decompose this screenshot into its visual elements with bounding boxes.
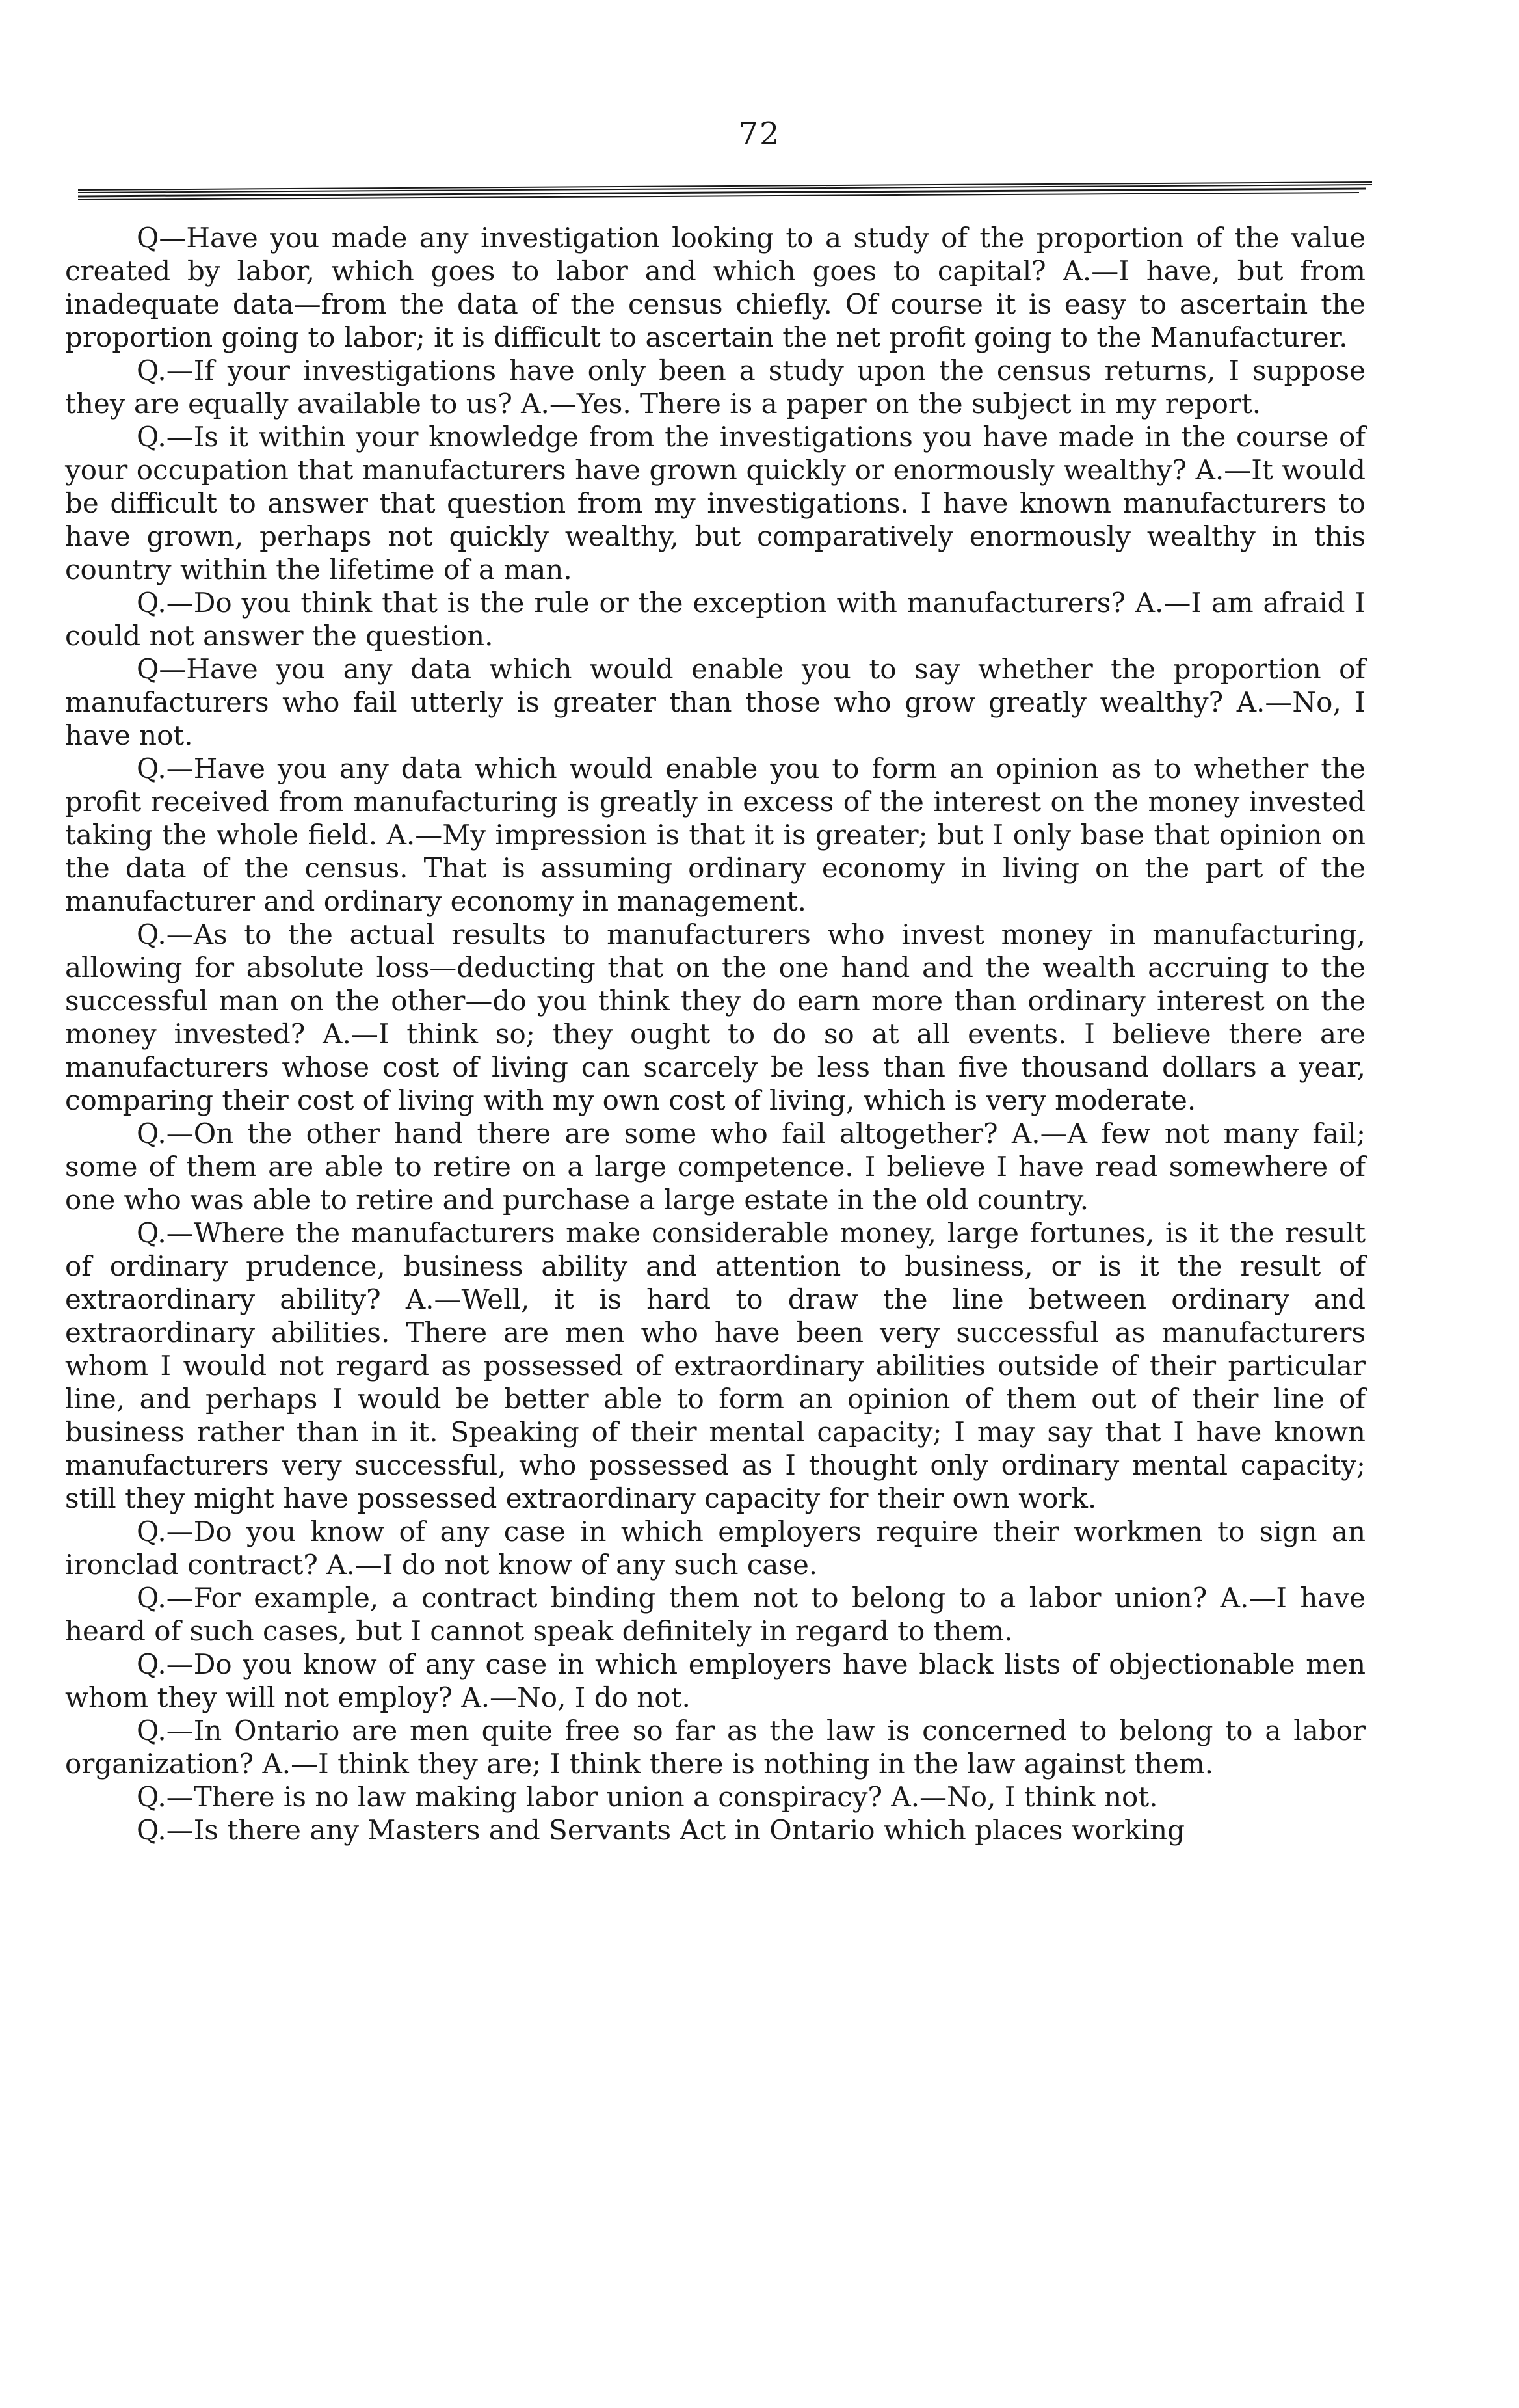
paragraph: Q.—If your investigations have only been a study upon the census returns, I suppose they are equally available to us? A.—Yes. There is a paper on the subject in my report. [65,355,1366,420]
paragraph: Q.—Is it within your knowledge from the investigations you have made in the course of your occupation that manufacturers have grown quickly or enormously wealthy? A.—It would be difficult to answer that question from my investigations. I have known manufacturers to have grown, perhaps not quickly wealthy, but comparatively enormously wealthy in this country within the lifetime of a man. [65,421,1366,585]
paragraph: Q.—Is there any Masters and Servants Act in Ontario which places working [137,1814,1185,1846]
paragraph: Q.—For example, a contract binding them not to belong to a labor union? A.—I have heard of such cases, but I cannot speak definitely in regard to them. [65,1582,1366,1647]
paragraph: Q.—As to the actual results to manufacturers who invest money in manufacturing, allowing for absolute loss—deducting that on the one hand and the wealth accruing to the successful man on the other—do you think they do earn more than ordinary interest on the money invested? A.—I think so; they ought to do so at all events. I believe there are manufacturers whose cost of living can scarcely be less than five thousand dollars a year, comparing their cost of living with my own cost of living, which is very moderate. [65,918,1366,1116]
paragraph: Q.—There is no law making labor union a conspiracy? A.—No, I think not. [137,1781,1158,1813]
paragraph: Q.—Do you think that is the rule or the exception with manufacturers? A.—I am afraid I could not answer the question. [65,587,1366,652]
paragraph: Q—Have you any data which would enable you to say whether the proportion of manufacturers who fail utterly is greater than those who grow greatly wealthy? A.—No, I have not. [65,653,1366,751]
paragraph: Q.—Where the manufacturers make considerable money, large fortunes, is it the result of ordinary prudence, business ability and attention to business, or is it the result of extraordinary ability? A.—Well, it is hard to draw the line between ordinary and extraordinary abilities. There are men who have been very successful as manufacturers whom I would not regard as possessed of extraordinary abilities outside of their particular line, and perhaps I would be better able to form an opinion of them out of their line of business rather than in it. Speaking of their mental capacity; I may say that I have known manufacturers very successful, who possessed as I thought only ordinary mental capacity; still they might have possessed extraordinary capacity for their own work. [65,1217,1366,1514]
header-rule [78,177,1379,203]
paragraph: Q.—In Ontario are men quite free so far as the law is concerned to belong to a labor organization? A.—I think they are; I think there is nothing in the law against them. [65,1715,1366,1780]
paragraph: Q.—On the other hand there are some who fail altogether? A.—A few not many fail; some of them are able to retire on a large competence. I believe I have read somewhere of one who was able to retire and purchase a large estate in the old country. [65,1117,1366,1216]
paragraph: Q.—Do you know of any case in which employers have black lists of objectionable men whom they will not employ? A.—No, I do not. [65,1648,1366,1713]
testimony-text [65,221,1366,1847]
paragraph: Q—Have you made any investigation looking to a study of the proportion of the value created by labor, which goes to labor and which goes to capital? A.—I have, but from inadequate data—from the data of the census chiefly. Of course it is easy to ascertain the proportion going to labor; it is difficult to ascertain the net profit going to the Manufacturer. [65,222,1366,353]
page-number: 72 [738,116,781,152]
paragraph: Q.—Do you know of any case in which employers require their workmen to sign an ironclad contract? A.—I do not know of any such case. [65,1516,1366,1581]
paragraph: Q.—Have you any data which would enable you to form an opinion as to whether the profit received from manufacturing is greatly in excess of the interest on the money invested taking the whole field. A.—My impression is that it is greater; but I only base that opinion on the data of the census. That is assuming ordinary economy in living on the part of the manufacturer and ordinary economy in management. [65,753,1366,917]
